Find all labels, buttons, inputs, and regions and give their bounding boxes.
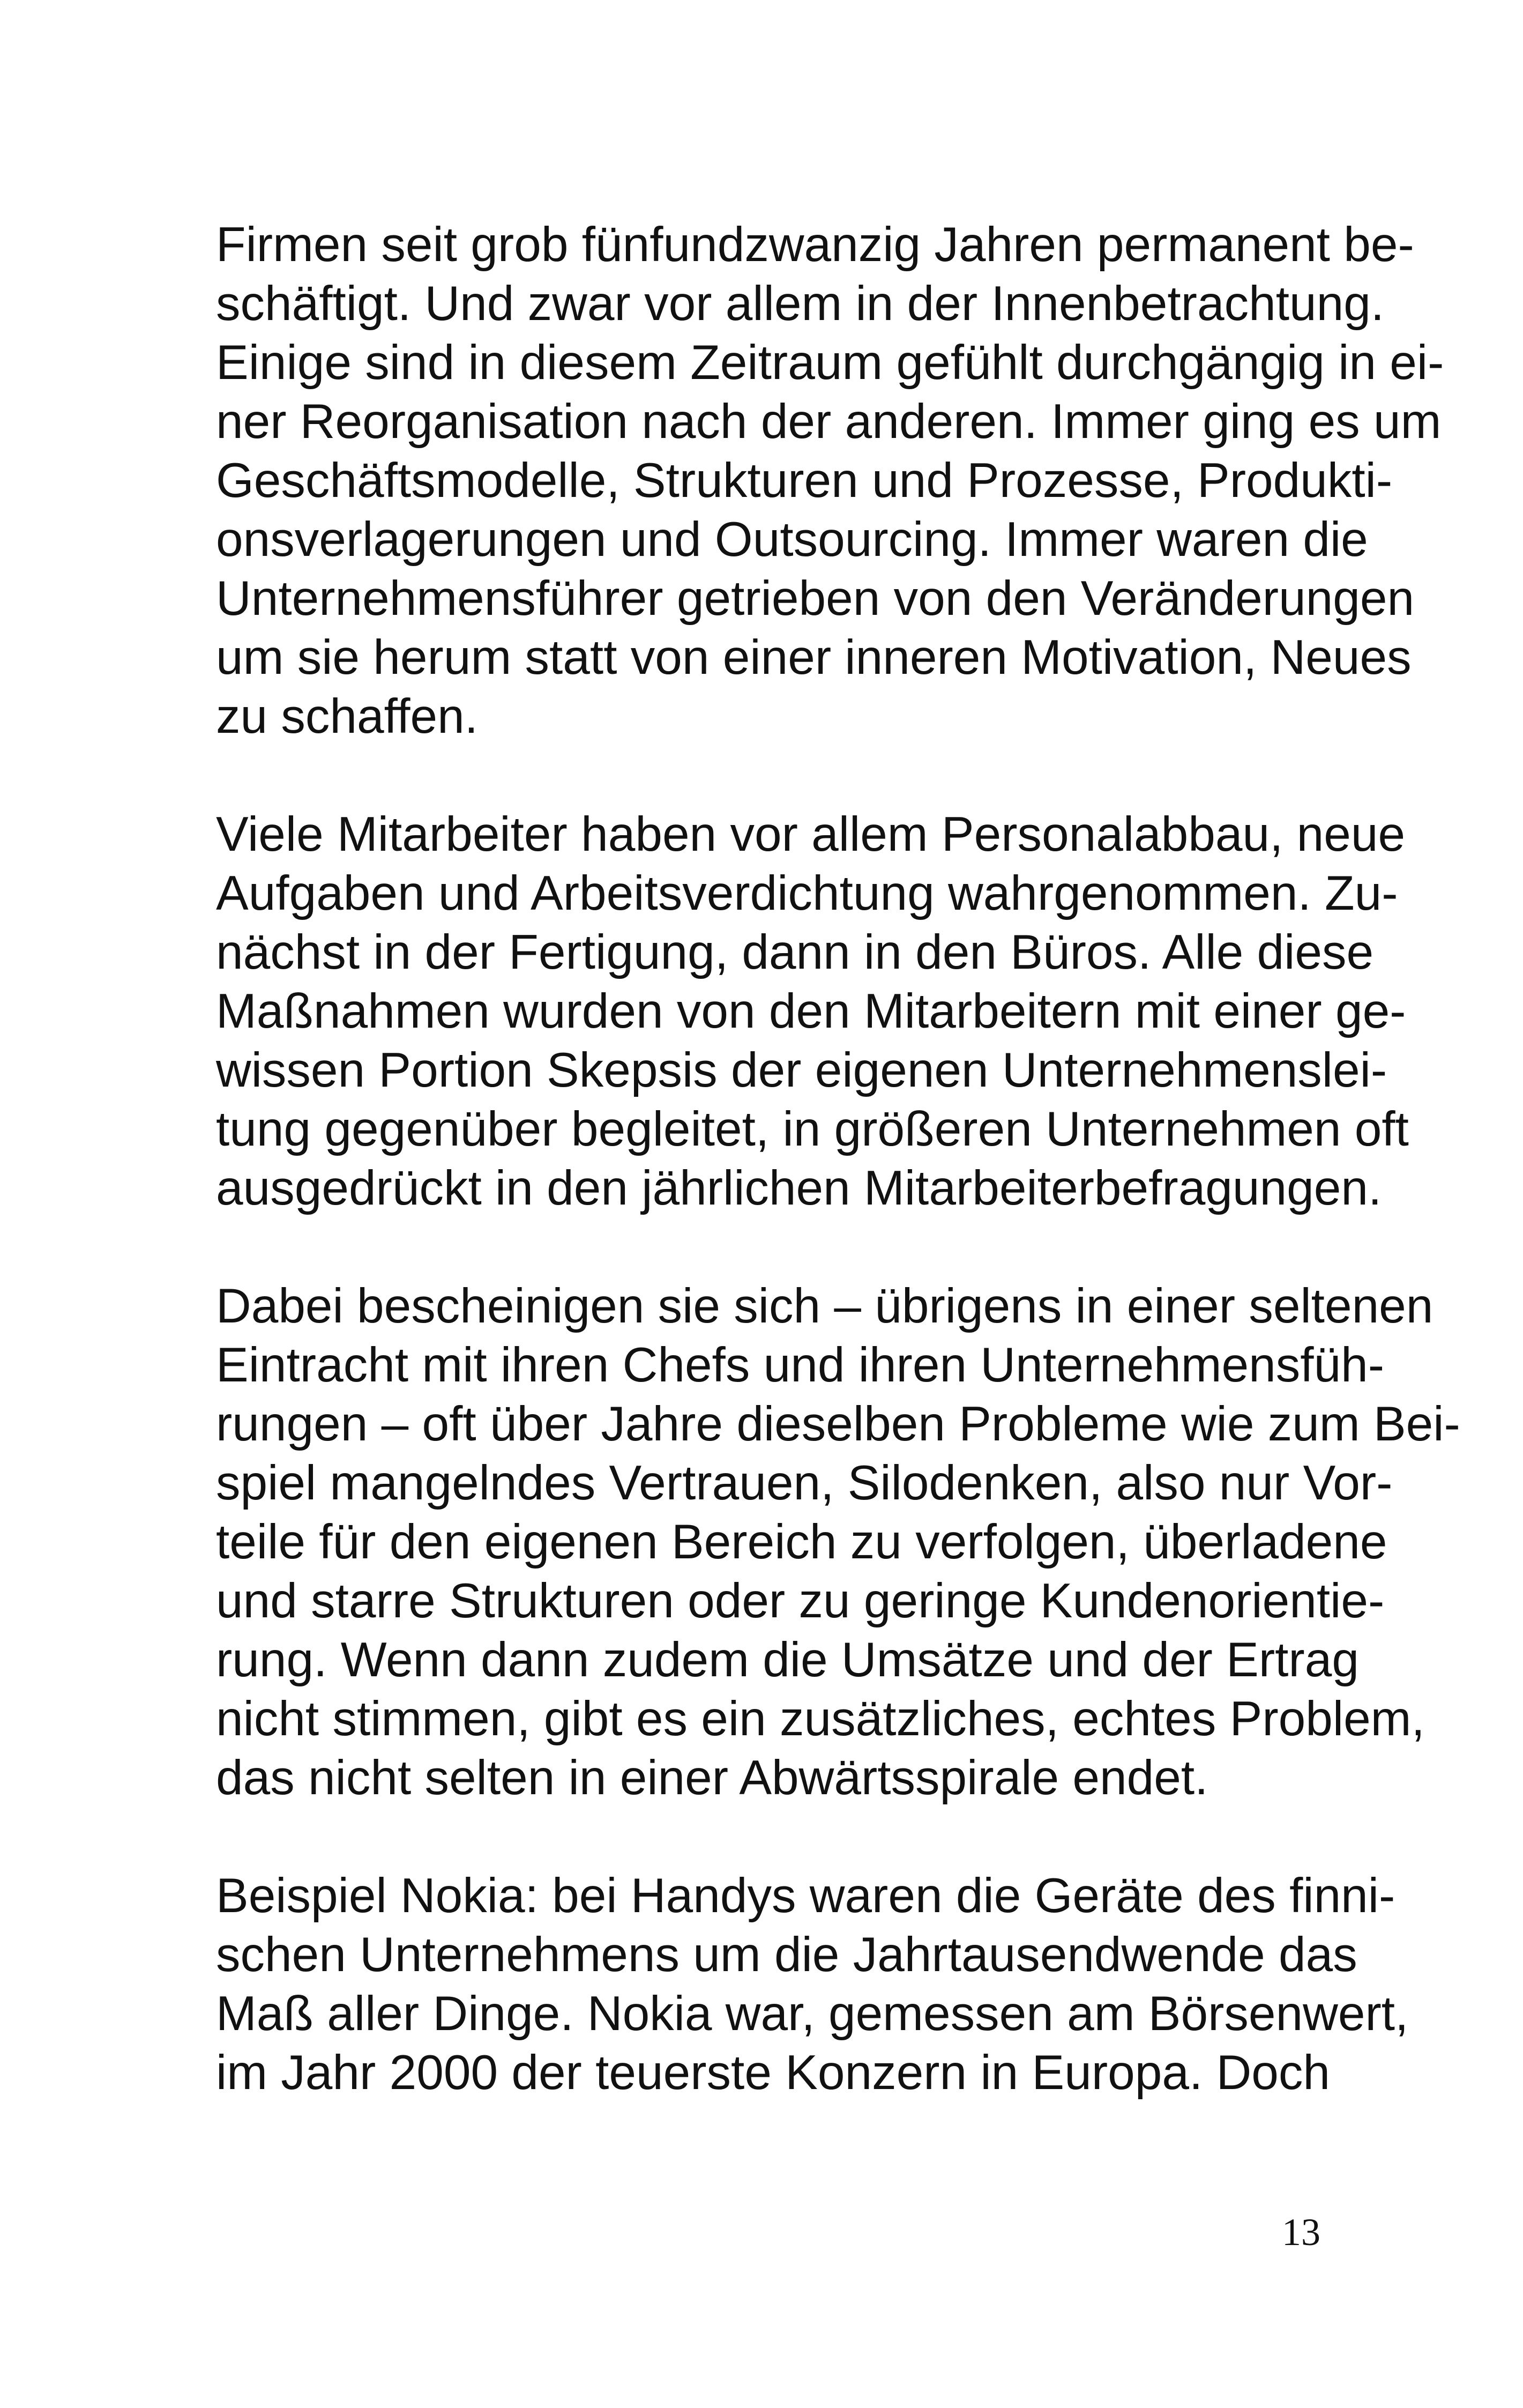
text-line: Viele Mitarbeiter haben vor allem Personalabbau, neue xyxy=(216,807,1406,861)
text-line: ausgedrückt in den jährlichen Mitarbeiterbefragungen. xyxy=(216,1161,1382,1215)
paragraph-4 xyxy=(216,1867,1409,2102)
text-line: Unternehmensführer getrieben von den Veränderungen xyxy=(216,571,1415,626)
text-line: Dabei bescheinigen sie sich – übrigens in einer seltenen xyxy=(216,1279,1434,1333)
text-line: Beispiel Nokia: bei Handys waren die Geräte des finni- xyxy=(216,1869,1395,1923)
text-line: Maß aller Dinge. Nokia war, gemessen am Börsenwert, xyxy=(216,1987,1409,2041)
text-line: das nicht selten in einer Abwärtsspirale endet. xyxy=(216,1751,1208,1805)
paragraph-1 xyxy=(216,215,1444,746)
text-line: nächst in der Fertigung, dann in den Büros. Alle diese xyxy=(216,925,1374,979)
text-line: rungen – oft über Jahre dieselben Probleme wie zum Bei- xyxy=(216,1397,1460,1451)
text-line: zu schaffen. xyxy=(216,689,479,744)
text-line: tung gegenüber begleitet, in größeren Unternehmen oft xyxy=(216,1102,1409,1156)
text-line: rung. Wenn dann zudem die Umsätze und der Ertrag xyxy=(216,1633,1359,1687)
text-line: Einige sind in diesem Zeitraum gefühlt durchgängig in ei- xyxy=(216,336,1444,390)
text-line: Geschäftsmodelle, Strukturen und Prozesse, Produkti- xyxy=(216,454,1393,508)
text-line: spiel mangelndes Vertrauen, Silodenken, also nur Vor- xyxy=(216,1456,1393,1510)
text-line: Firmen seit grob fünfundzwanzig Jahren permanent be- xyxy=(216,218,1414,272)
text-line: Maßnahmen wurden von den Mitarbeitern mit einer ge- xyxy=(216,984,1406,1038)
text-line: schäftigt. Und zwar vor allem in der Innenbetrachtung. xyxy=(216,277,1385,331)
paragraph-3 xyxy=(216,1277,1460,1808)
text-line: Eintracht mit ihren Chefs und ihren Unternehmensfüh- xyxy=(216,1338,1385,1392)
text-line: und starre Strukturen oder zu geringe Kundenorientie- xyxy=(216,1574,1385,1628)
page-number: 13 xyxy=(1282,2211,1320,2254)
text-line: teile für den eigenen Bereich zu verfolgen, überladene xyxy=(216,1515,1387,1569)
text-line: onsverlagerungen und Outsourcing. Immer waren die xyxy=(216,512,1368,567)
text-line: im Jahr 2000 der teuerste Konzern in Europa. Doch xyxy=(216,2046,1331,2100)
text-line: Aufgaben und Arbeitsverdichtung wahrgenommen. Zu- xyxy=(216,866,1398,920)
paragraph-2 xyxy=(216,805,1409,1218)
text-line: ner Reorganisation nach der anderen. Immer ging es um xyxy=(216,395,1442,449)
text-line: um sie herum statt von einer inneren Motivation, Neues xyxy=(216,630,1412,685)
text-line: nicht stimmen, gibt es ein zusätzliches, echtes Problem, xyxy=(216,1692,1425,1746)
text-line: wissen Portion Skepsis der eigenen Unternehmenslei- xyxy=(216,1043,1387,1097)
text-line: schen Unternehmens um die Jahrtausendwende das xyxy=(216,1928,1357,1982)
